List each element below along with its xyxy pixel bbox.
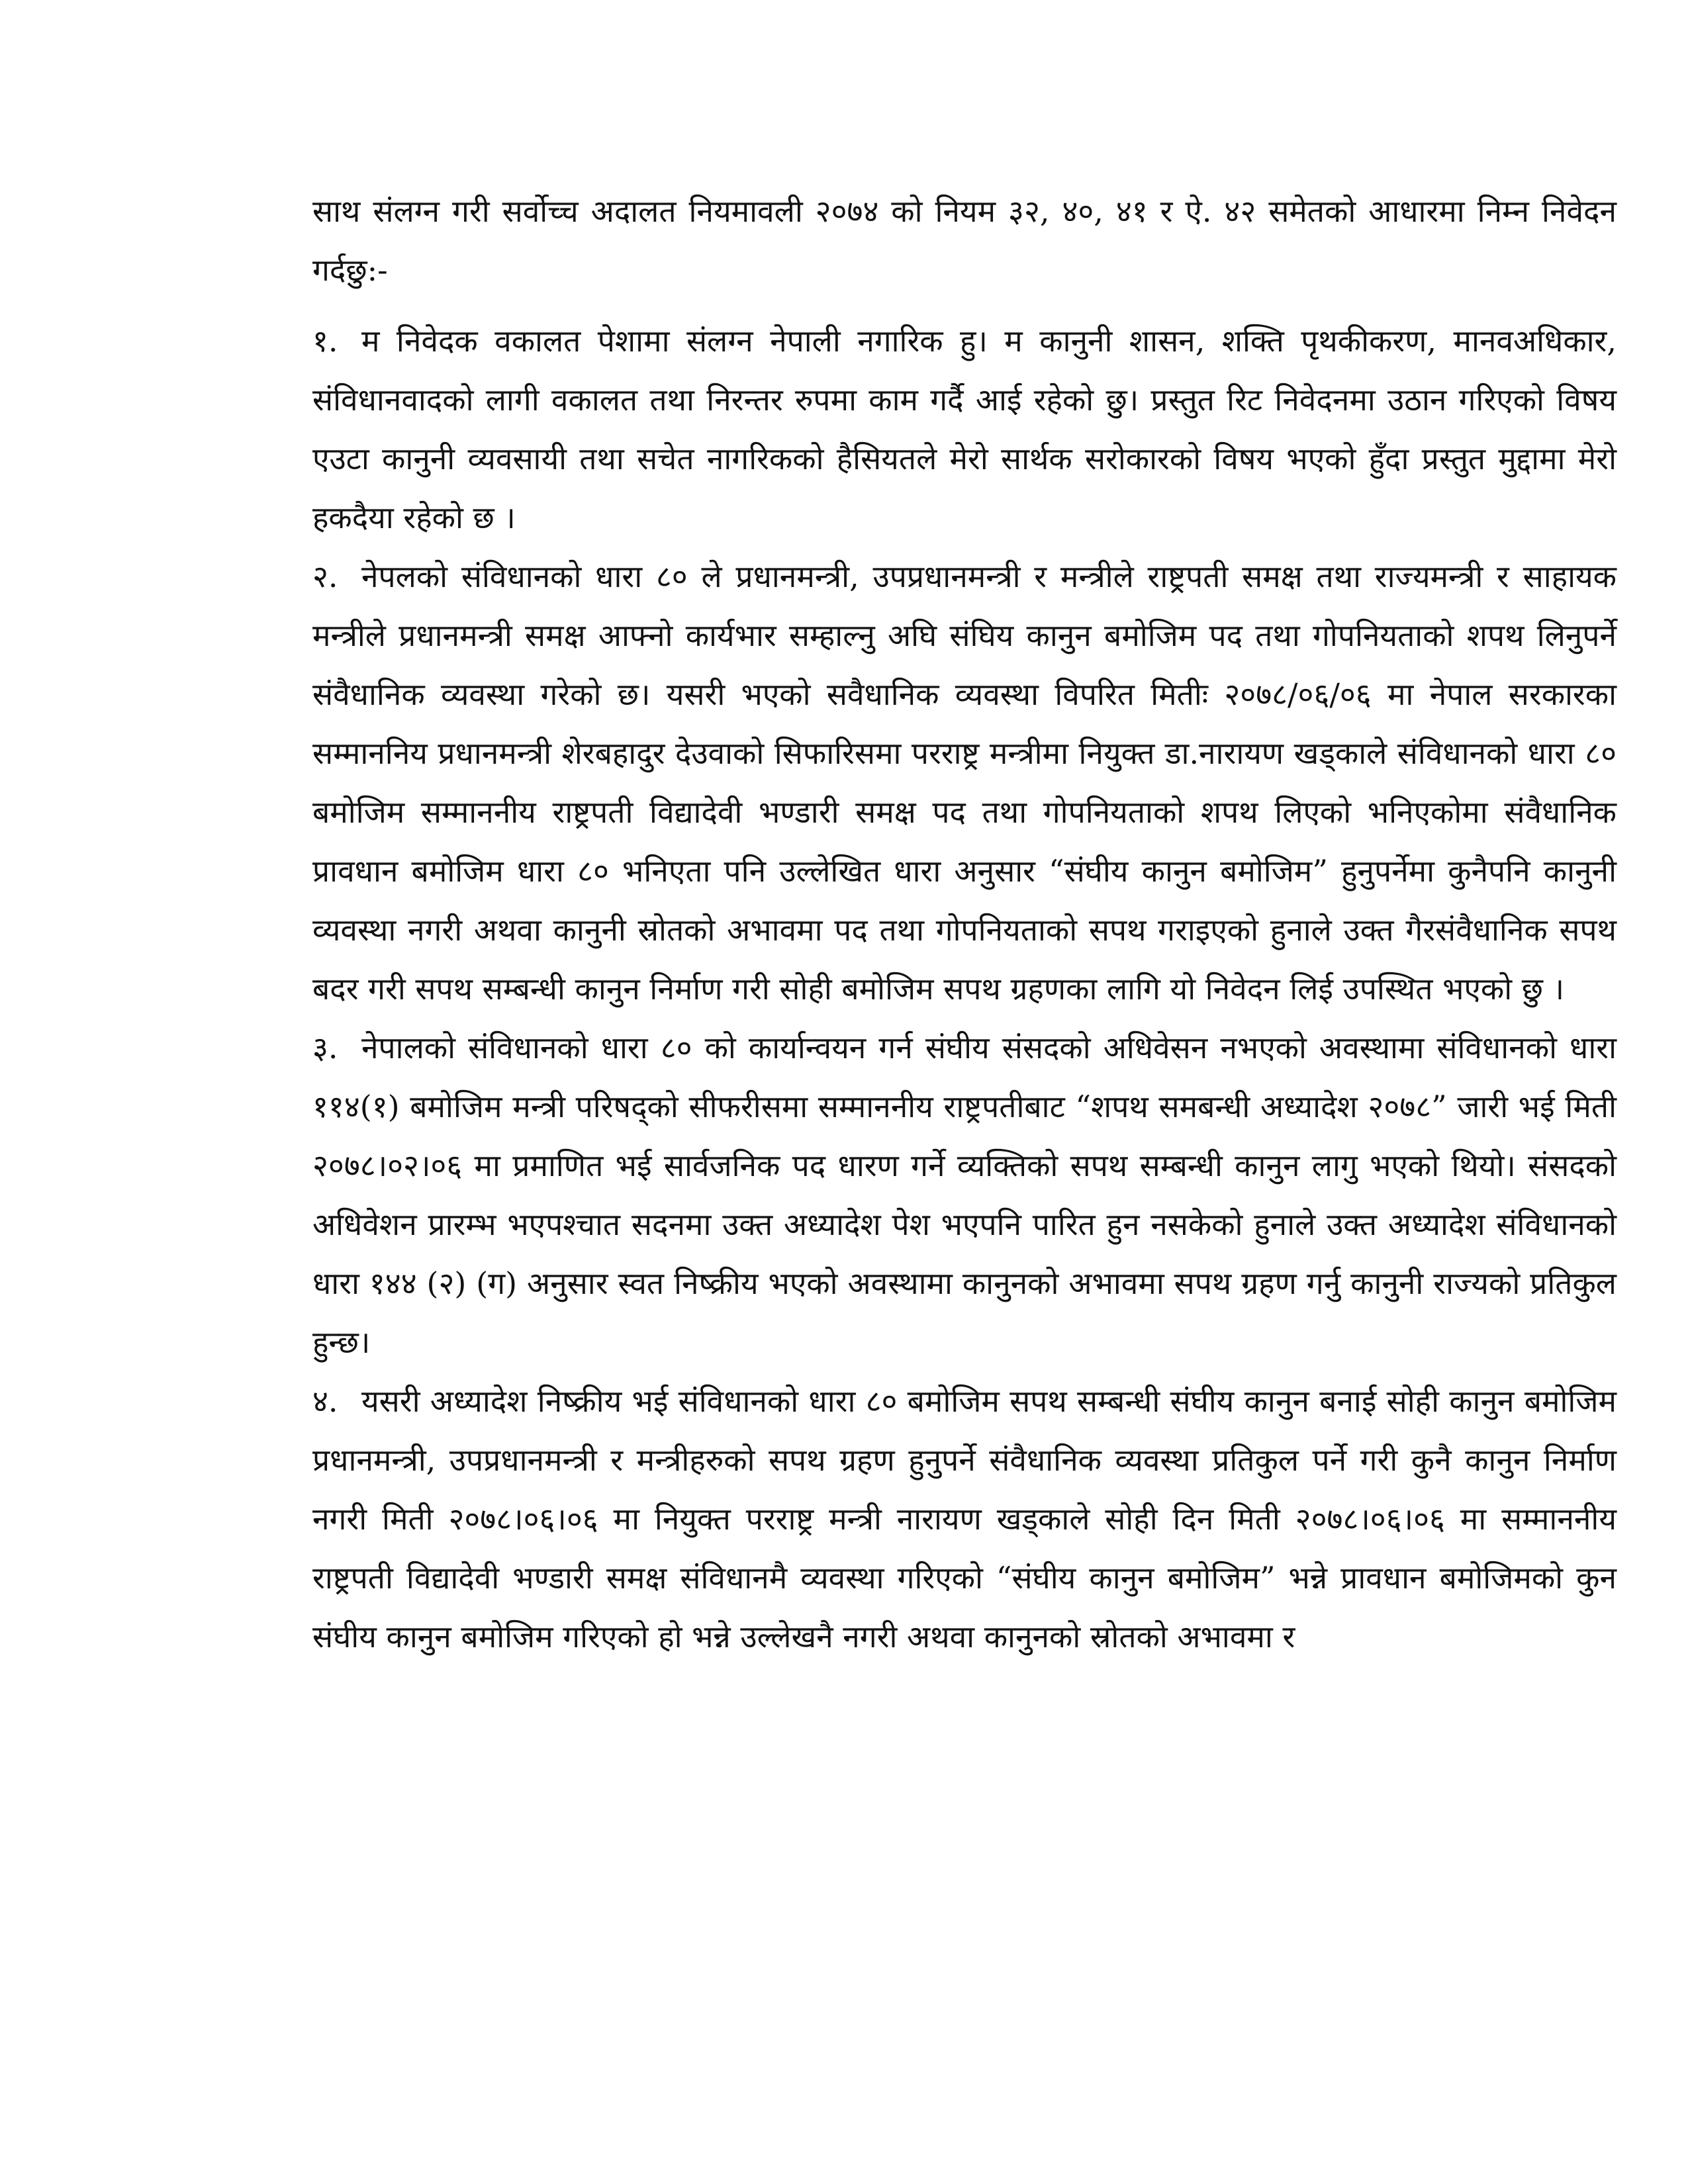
paragraph-number: १. [312,323,338,359]
paragraph-2 [312,547,1617,1019]
paragraph-text: नेपलको संविधानको धारा ८० ले प्रधानमन्त्री, उपप्रधानमन्त्री र मन्त्रीले राष्ट्रपती समक्ष तथा राज्यमन्त्री र साहायक मन्त्रीले प्रधानमन्त्री समक्ष आफ्नो कार्यभार सम्हाल्नु अघि संघिय कानुन बमोजिम पद तथा गोपनियताको शपथ लिनुपर्ने संवैधानिक व्यवस्था गरेको छ। यसरी भएको सवैधानिक व्यवस्था विपरित मितीः २०७८/०६/०६ मा नेपाल सरकारका सम्माननिय प्रधानमन्त्री शेरबहादुर देउवाको सिफारिसमा परराष्ट्र मन्त्रीमा नियुक्त डा.नारायण खड्काले संविधानको धारा ८० बमोजिम सम्माननीय राष्ट्रपती विद्यादेवी भण्डारी समक्ष पद तथा गोपनियताको शपथ लिएको भनिएकोमा संवैधानिक प्रावधान बमोजिम धारा ८० भनिएता पनि उल्लेखित धारा अनुसार “संघीय कानुन बमोजिम” हुनुपर्नेमा कुनैपनि कानुनी व्यवस्था नगरी अथवा कानुनी स्रोतको अभावमा पद तथा गोपनियताको सपथ गराइएको हुनाले उक्त गैरसंवैधानिक सपथ बदर गरी सपथ सम्बन्धी कानुन निर्माण गरी सोही बमोजिम सपथ ग्रहणका लागि यो निवेदन लिई उपस्थित भएको छु । [312,559,1617,1007]
paragraph-3 [312,1019,1617,1372]
document-body [312,182,1617,1666]
paragraph-text: म निवेदक वकालत पेशामा संलग्न नेपाली नगारिक हु। म कानुनी शासन, शक्ति पृथकीकरण, मानवअधिकार, संविधानवादको लागी वकालत तथा निरन्तर रुपमा काम गर्दै आई रहेको छु। प्रस्तुत रिट निवेदनमा उठान गरिएको विषय एउटा कानुनी व्यवसायी तथा सचेत नागरिकको हैसियतले मेरो सार्थक सरोकारको विषय भएको हुँदा प्रस्तुत मुद्दामा मेरो हकदैया रहेको छ । [312,323,1617,535]
paragraph-text: यसरी अध्यादेश निष्क्रीय भई संविधानको धारा ८० बमोजिम सपथ सम्बन्धी संघीय कानुन बनाई सोही कानुन बमोजिम प्रधानमन्त्री, उपप्रधानमन्त्री र मन्त्रीहरुको सपथ ग्रहण हुनुपर्ने संवैधानिक व्यवस्था प्रतिकुल पर्ने गरी कुनै कानुन निर्माण नगरी मिती २०७८।०६।०६ मा नियुक्त परराष्ट्र मन्त्री नारायण खड्काले सोही दिन मिती २०७८।०६।०६ मा सम्माननीय राष्ट्रपती विद्यादेवी भण्डारी समक्ष संविधानमै व्यवस्था गरिएको “संघीय कानुन बमोजिम” भन्ने प्रावधान बमोजिमको कुन संघीय कानुन बमोजिम गरिएको हो भन्ने उल्लेखनै नगरी अथवा कानुनको स्रोतको अभावमा र [312,1383,1617,1655]
paragraph-4 [312,1372,1617,1666]
paragraph-number: २. [312,559,338,594]
paragraph-number: ४. [312,1383,338,1419]
paragraph-1 [312,312,1617,547]
paragraph-text: नेपालको संविधानको धारा ८० को कार्यान्वयन गर्न संघीय संसदको अधिवेसन नभएको अवस्थामा संविधानको धारा ११४(१) बमोजिम मन्त्री परिषद्को सीफरीसमा सम्माननीय राष्ट्रपतीबाट “शपथ समबन्धी अध्यादेश २०७८” जारी भई मिती २०७८।०२।०६ मा प्रमाणित भई सार्वजनिक पद धारण गर्ने व्यक्तिको सपथ सम्बन्धी कानुन लागु भएको थियो। संसदको अधिवेशन प्रारम्भ भएपश्चात सदनमा उक्त अध्यादेश पेश भएपनि पारित हुन नसकेको हुनाले उक्त अध्यादेश संविधानको धारा १४४ (२) (ग) अनुसार स्वत निष्क्रीय भएको अवस्थामा कानुनको अभावमा सपथ ग्रहण गर्नु कानुनी राज्यको प्रतिकुल हुन्छ। [312,1030,1617,1360]
intro-paragraph: साथ संलग्न गरी सर्वोच्च अदालत नियमावली २०७४ को नियम ३२, ४०, ४१ र ऐ. ४२ समेतको आधारमा निम्न निवेदन गर्दछु:- [312,193,1617,288]
paragraph-number: ३. [312,1030,338,1066]
